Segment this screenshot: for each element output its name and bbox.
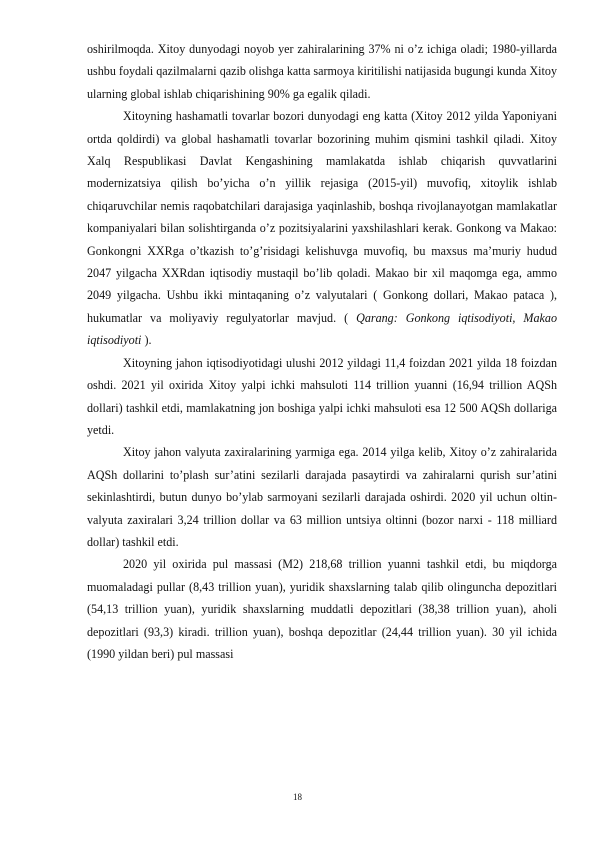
paragraph-2-text: Xitoyning hashamatli tovarlar bozori dunyodagi eng katta (Xitoy 2012 yilda Yaponiyani ortda qoldirdi) va global hashamatli tovarlar bozorining muhim qismini tashkil qiladi. Xitoy Xalq Respublikasi Davlat Kengashining mamlakatda ishlab chiqarish quvvatlarini modernizatsiya qilish bo’yicha o’n yillik rejasiga (2015-yil) muvofiq, xitoylik ishlab chiqaruvchilar nemis raqobatchilari darajasiga yaqinlashib, boshqa rivojlanayotgan mamlakatlar kompaniyalari bilan solishtirganda o’z pozitsiyalarini yaxshilashlari kerak. Gonkong va Makao: Gonkongni XXRga o’tkazish to’g’risidagi kelishuvga muvofiq, bu maxsus ma’muriy hudud 2047 yilgacha XXRdan iqtisodiy mustaqil bo’lib qoladi. Makao bir xil maqomga ega, ammo 2049 yilgacha. Ushbu ikki mintaqaning o’z valyutalari ( Gonkong dollari, Makao pataca ), hukumatlar va moliyaviy regulyatorlar mavjud. ( (87, 109, 557, 325)
document-body (87, 38, 557, 665)
page-number: 18 (293, 792, 302, 802)
reference-link[interactable]: Qarang: Gonkong iqtisodiyoti, Makao iqtisodiyoti (87, 310, 557, 348)
paragraph-4: Xitoy jahon valyuta zaxiralarining yarmiga ega. 2014 yilga kelib, Xitoy o’z zahiralarida AQSh dollarini to’plash sur’atini sezilarli darajada pasaytirdi va zahiralarni qurish sur’atini sekinlashtirdi, butun dunyo bo’ylab sarmoyani sezilarli darajada oshirdi. 2020 yil uchun oltin-valyuta zaxiralari 3,24 trillion dollar va 63 million untsiya oltinni (bozor narxi - 118 milliard dollar) tashkil etdi. (87, 445, 557, 549)
paragraph-5: 2020 yil oxirida pul massasi (M2) 218,68 trillion yuanni tashkil etdi, bu miqdorga muomaladagi pullar (8,43 trillion yuan), yuridik shaxslarning talab qilib olinguncha depozitlari (54,13 trillion yuan), yuridik shaxslarning muddatli depozitlari (38,38 trillion yuan), aholi depozitlari (93,3) kiradi. trillion yuan), boshqa depozitlar (24,44 trillion yuan). 30 yil ichida (1990 yildan beri) pul massasi (87, 557, 557, 661)
paragraph-1: oshirilmoqda. Xitoy dunyodagi noyob yer zahiralarining 37% ni o’z ichiga oladi; 1980-yillarda ushbu foydali qazilmalarni qazib olishga katta sarmoya kiritilishi natijasida bugungi kunda Xitoy ularning global ishlab chiqarishining 90% ga egalik qiladi. (87, 42, 557, 101)
paragraph-2 (87, 105, 557, 351)
paragraph-2-tail: ). (141, 333, 152, 348)
paragraph-3: Xitoyning jahon iqtisodiyotidagi ulushi 2012 yildagi 11,4 foizdan 2021 yilda 18 foizdan oshdi. 2021 yil oxirida Xitoy yalpi ichki mahsuloti 114 trillion yuanni (16,94 trillion AQSh dollari) tashkil etdi, mamlakatning jon boshiga yalpi ichki mahsuloti esa 12 500 AQSh dollariga yetdi. (87, 355, 557, 437)
